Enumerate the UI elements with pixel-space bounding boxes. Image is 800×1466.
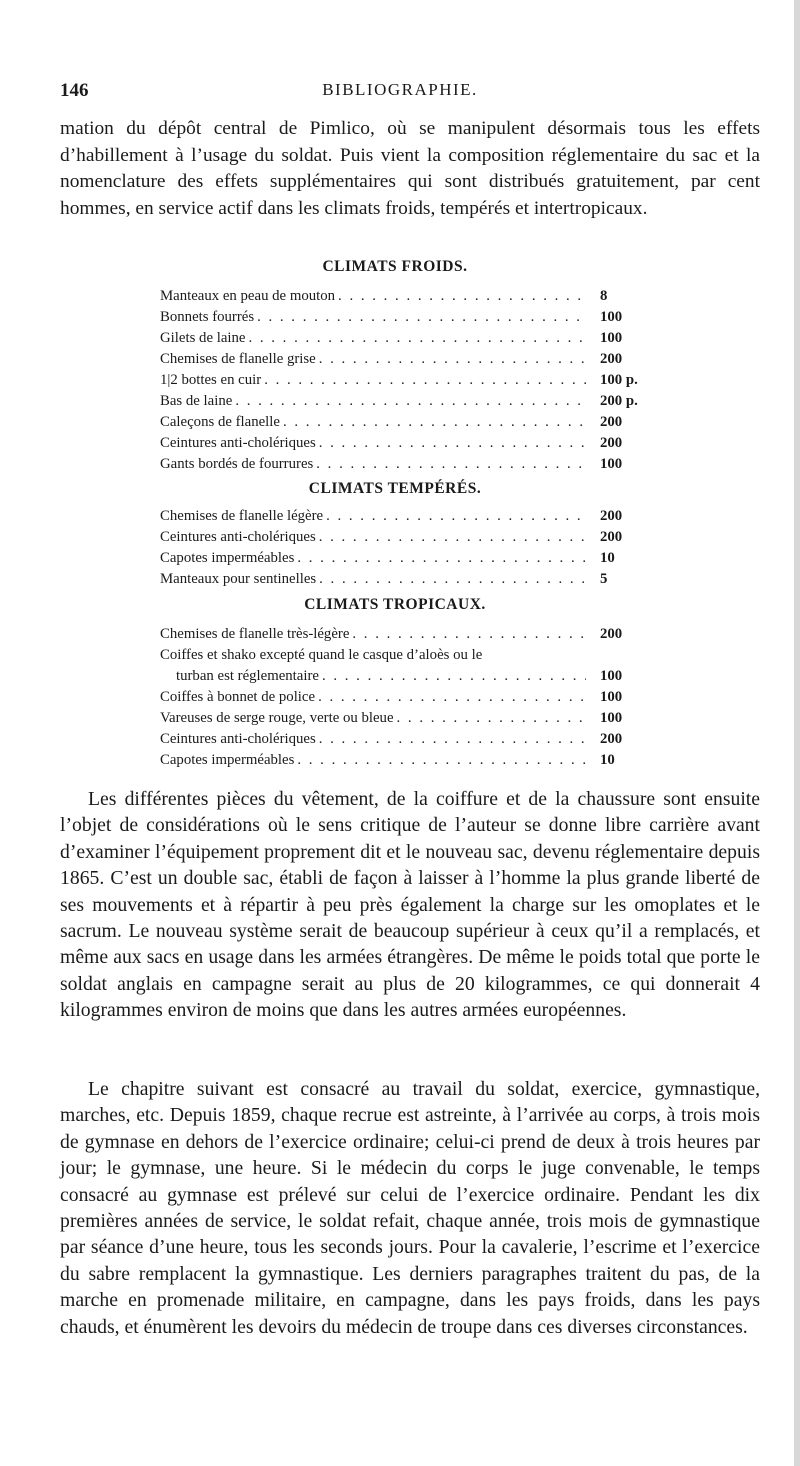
running-title: BIBLIOGRAPHIE.	[322, 80, 478, 99]
item-quantity: 200	[600, 626, 623, 642]
page-number: 146	[60, 80, 89, 101]
table-row	[160, 349, 650, 370]
item-label: Ceintures anti-cholériques	[160, 529, 316, 545]
table-row	[160, 328, 650, 349]
item-quantity: 100	[600, 309, 623, 325]
intro-paragraph: mation du dépôt central de Pimlico, où se manipulent désormais tous les effets d’habillement à l’usage du soldat. Puis vient la composition réglementaire du sac et la nomenclature des effets supplémentaires qui sont distribués gratuitement, par cent hommes, en service actif dans les climats froids, tempérés et intertropicaux.	[60, 118, 760, 219]
item-quantity: 100	[600, 456, 623, 472]
item-quantity: 200	[600, 414, 623, 430]
item-quantity: 200 p.	[600, 393, 638, 409]
item-label: Vareuses de serge rouge, verte ou bleue	[160, 710, 394, 726]
body-paragraph: Le chapitre suivant est consacré au travail du soldat, exercice, gymnastique, marches, etc. Depuis 1859, chaque recrue est astreinte, à l’arrivée au corps, à trois mois de gymnase en dehors de l’exercice ordinaire; celui-ci prend de deux à trois heures par jour; le gymnase, une heure. Si le médecin du corps le juge convenable, le temps consacré au gymnase est prélevé sur celui de l’exercice ordinaire. Pendant les dix premières années de service, le soldat refait, chaque année, trois mois de gymnastique par séance d’une heure, tous les seconds jours. Pour la cavalerie, l’escrime et l’exercice du sabre remplacent la gymnastique. Les derniers paragraphes traitent du pas, de la marche en promenade militaire, en campagne, dans les pays froids, dans les pays chauds, et énumèrent les devoirs du médecin de troupe dans ces diverses circonstances.	[60, 1078, 760, 1338]
item-quantity: 200	[600, 508, 623, 524]
table-row	[160, 307, 650, 328]
item-label: Chemises de flanelle très-légère	[160, 626, 350, 642]
table-row	[160, 286, 650, 307]
table-row	[160, 412, 650, 433]
item-label: Ceintures anti-cholériques	[160, 731, 316, 747]
item-label: Chemises de flanelle grise	[160, 351, 316, 367]
table-tropical-climates	[160, 624, 650, 771]
item-label: Caleçons de flanelle	[160, 414, 280, 430]
item-quantity: 100	[600, 330, 623, 346]
item-quantity: 100 p.	[600, 372, 638, 388]
section-heading-temperate: CLIMATS TEMPÉRÉS.	[308, 480, 482, 497]
item-label: Bonnets fourrés	[160, 309, 255, 325]
running-header	[60, 80, 740, 108]
body-paragraph: Les différentes pièces du vêtement, de la coiffure et de la chaussure sont ensuite l’objet de considérations où le sens critique de l’auteur se donne libre carrière avant d’examiner l’équipement proprement dit et le nouveau sac, devenu réglementaire depuis 1865. C’est un double sac, établi de façon à laisser à l’homme la plus grande liberté de ses mouvements et à répartir à peu près également la charge sur les omoplates et le sacrum. Le nouveau système serait de beaucoup supérieur à ceux qu’il a remplacés, et même aux sacs en usage dans les armées étrangères. De même le poids total que porte le soldat anglais en campagne serait au plus de 20 kilogrammes, ce qui donnerait 4 kilogrammes environ de moins que dans les autres armées européennes.	[60, 788, 760, 1022]
table-row	[160, 729, 650, 750]
item-label: Manteaux en peau de mouton	[160, 288, 336, 304]
item-label: Gilets de laine	[160, 330, 246, 346]
page-edge	[794, 0, 800, 1466]
item-label: Capotes imperméables	[160, 550, 295, 566]
table-row	[160, 370, 650, 391]
section-heading-tropical: CLIMATS TROPICAUX.	[304, 596, 486, 613]
table-row	[160, 708, 650, 729]
item-quantity: 100	[600, 668, 623, 684]
item-label: Manteaux pour sentinelles	[160, 571, 317, 587]
table-row	[160, 687, 650, 708]
item-label-first-line: Coiffes et shako excepté quand le casque d’aloès ou le	[160, 647, 483, 663]
item-quantity: 200	[600, 435, 623, 451]
item-quantity: 200	[600, 731, 623, 747]
item-quantity: 10	[600, 752, 615, 768]
table-row	[160, 433, 650, 454]
table-row	[160, 391, 650, 412]
table-row	[160, 548, 650, 569]
table-row	[160, 454, 650, 475]
item-quantity: 200	[600, 351, 623, 367]
item-quantity: 100	[600, 689, 623, 705]
table-row	[160, 666, 650, 687]
table-cold-climates	[160, 286, 650, 475]
section-heading-cold: CLIMATS FROIDS.	[322, 258, 468, 275]
table-row	[160, 569, 650, 590]
item-quantity: 8	[600, 288, 608, 304]
item-label: 1|2 bottes en cuir	[160, 372, 262, 388]
item-label: Chemises de flanelle légère	[160, 508, 324, 524]
table-row	[160, 624, 650, 645]
item-label: Gants bordés de fourrures	[160, 456, 314, 472]
item-quantity: 5	[600, 571, 608, 587]
item-quantity: 100	[600, 710, 623, 726]
table-row	[160, 506, 650, 527]
item-label: Capotes imperméables	[160, 752, 295, 768]
table-row	[160, 750, 650, 771]
item-label: Ceintures anti-cholériques	[160, 435, 316, 451]
table-row	[160, 527, 650, 548]
item-quantity: 10	[600, 550, 615, 566]
item-label: Bas de laine	[160, 393, 233, 409]
item-quantity: 200	[600, 529, 623, 545]
table-temperate-climates	[160, 506, 650, 590]
item-label: Coiffes à bonnet de police	[160, 689, 316, 705]
item-label: turban est réglementaire	[176, 668, 319, 684]
